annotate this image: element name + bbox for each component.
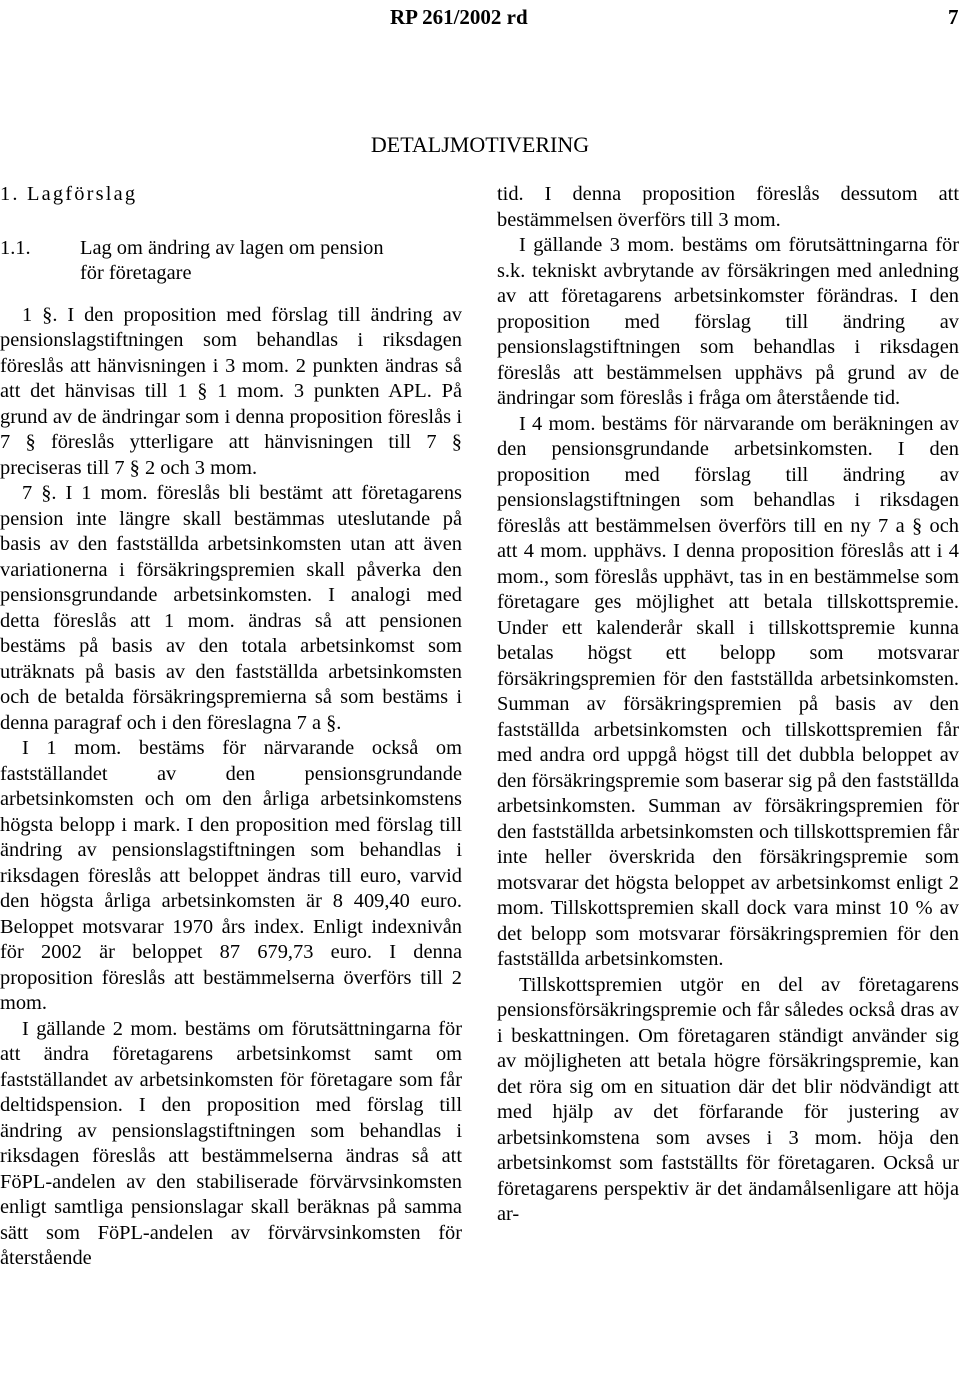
subheading-number: 1.1.	[0, 236, 31, 259]
subheading-title-line-1: Lag om ändring av lagen om pension	[80, 236, 384, 259]
paragraph-1-mom: I 1 mom. bestäms för närvarande också om fastställandet av den pensionsgrundande arbetsinkomsten och om den årliga arbetsinkomstens högsta belopp i mark. I den proposition med förslag till ändring av pensionslagstiftningen som behandlas i riksdagen föreslås att beloppet ändras till euro, varvid den högsta årliga arbetsinkomsten är 8 409,40 euro. Beloppet motsvarar 1970 års index. Enligt indexnivån för 2002 är beloppet 87 679,73 euro. I denna proposition föreslås att bestämmelserna överförs till 2 mom.	[0, 737, 462, 1014]
document-reference: RP 261/2002 rd	[390, 5, 528, 29]
paragraph-2-mom: I gällande 2 mom. bestäms om förutsättningarna för att ändra företagarens arbetsinkomst samt om fastställandet av arbetsinkomsten för företagare som får deltidspension. I den proposition med förslag till ändring av pensionslagstiftningen som behandlas i riksdagen föreslås att bestämmelserna ändras så att FöPL-andelen av den stabiliserade förvärvsinkomsten enligt samtliga pensionslagar skall beräknas på samma sätt som FöPL-andelen av förvärvsinkomsten för återstående	[0, 1017, 462, 1269]
paragraph-1-paragraf: 1 §. I den proposition med förslag till ändring av pensionslagstiftningen som behandlas i riksdagen föreslås att hänvisningen i 3 mom. 2 punkten ändras så att det hänvisas till 1 § 1 mom. 3 punkten APL. På grund av de ändringar som i denna proposition föreslås i 7 § föreslås ytterligare att hänvisningen till 7 § preciseras till 7 § 2 och 3 mom.	[0, 303, 462, 479]
subheading-lag-om-andring	[0, 236, 462, 287]
paragraph-3-mom: I gällande 3 mom. bestäms om förutsättningarna för s.k. tekniskt avbrytande av försäkringen med anledning av att företagarens arbetsinkomster förändras. I den proposition med förslag till ändring av pensionslagstiftningen som behandlas i riksdagen föreslås att bestämmelsen upphävs på grund av de ändringar som föreslås i fråga om återstående tid.	[497, 234, 959, 409]
page-number: 7	[948, 5, 959, 29]
section-heading: DETALJMOTIVERING	[370, 132, 590, 157]
right-column	[497, 182, 959, 1228]
left-column	[0, 182, 462, 1272]
page-header	[0, 2, 960, 32]
paragraph-continuation: tid. I denna proposition föreslås dessutom att bestämmelsen överförs till 3 mom.	[497, 183, 959, 231]
paragraph-tillskottspremien: Tillskottspremien utgör en del av företagarens pensionsförsäkringspremie och får således också dras av i beskattningen. Om företagaren ständigt använder sig av möjligheten att betala högre försäkringspremie, kan det röra sig om en situation där det blir nödvändigt att med hjälp av det förfarande för justering av arbetsinkomstena som avses i 3 mom. höja den arbetsinkomst som fastställts för företagaren. Också ur företagarens perspektiv är det ändamålsenligare att höja ar-	[497, 973, 959, 1225]
heading-lagforslag: 1. Lagförslag	[0, 183, 138, 205]
paragraph-7-paragraf: 7 §. I 1 mom. föreslås bli bestämt att företagarens pension inte längre skall bestämmas uteslutande på basis av den fastställda arbetsinkomsten utan att även variationerna i försäkringspremien skall påverka den pensionsgrundande arbetsinkomsten. I analogi med detta föreslås att 1 mom. ändras så att pensionen bestäms på basis av den totala arbetsinkomst som uträknats på basis av den fastställda arbetsinkomsten och de betalda försäkringspremierna så som bestäms i denna paragraf och i den föreslagna 7 a §.	[0, 482, 462, 734]
subheading-title	[80, 236, 462, 287]
subheading-title-line-2: för företagare	[80, 262, 192, 284]
paragraph-4-mom: I 4 mom. bestäms för närvarande om beräkningen av den pensionsgrundande arbetsinkomsten. I den proposition med förslag till ändring av pensionslagstiftningen som behandlas i riksdagen föreslås att bestämmelsen överförs till en ny 7 a § och att 4 mom. upphävs. I denna proposition föreslås att i 4 mom., som föreslås upphävt, tas in en bestämmelse som företagare ges möjlighet att betala tillskottspremie. Under ett kalenderår skall i tillskottspremie kunna betalas högst ett belopp som motsvarar försäkringspremien för den fastställda arbetsinkomsten. Summan av försäkringspremien på basis av den fastställda arbetsinkomsten och tillskottspremien får med andra ord uppgå högst till det dubbla beloppet av den försäkringspremie som baserar sig på den fastställda arbetsinkomsten. Summan av försäkringspremien för den fastställda arbetsinkomsten och tillskottspremien får inte heller överskrida den försäkringspremie som motsvarar det högsta beloppet av arbetsinkomst enligt 2 mom. Tillskottspremien skall dock vara minst 10 % av det belopp som motsvarar försäkringspremien för den fastställda arbetsinkomsten.	[497, 412, 959, 970]
